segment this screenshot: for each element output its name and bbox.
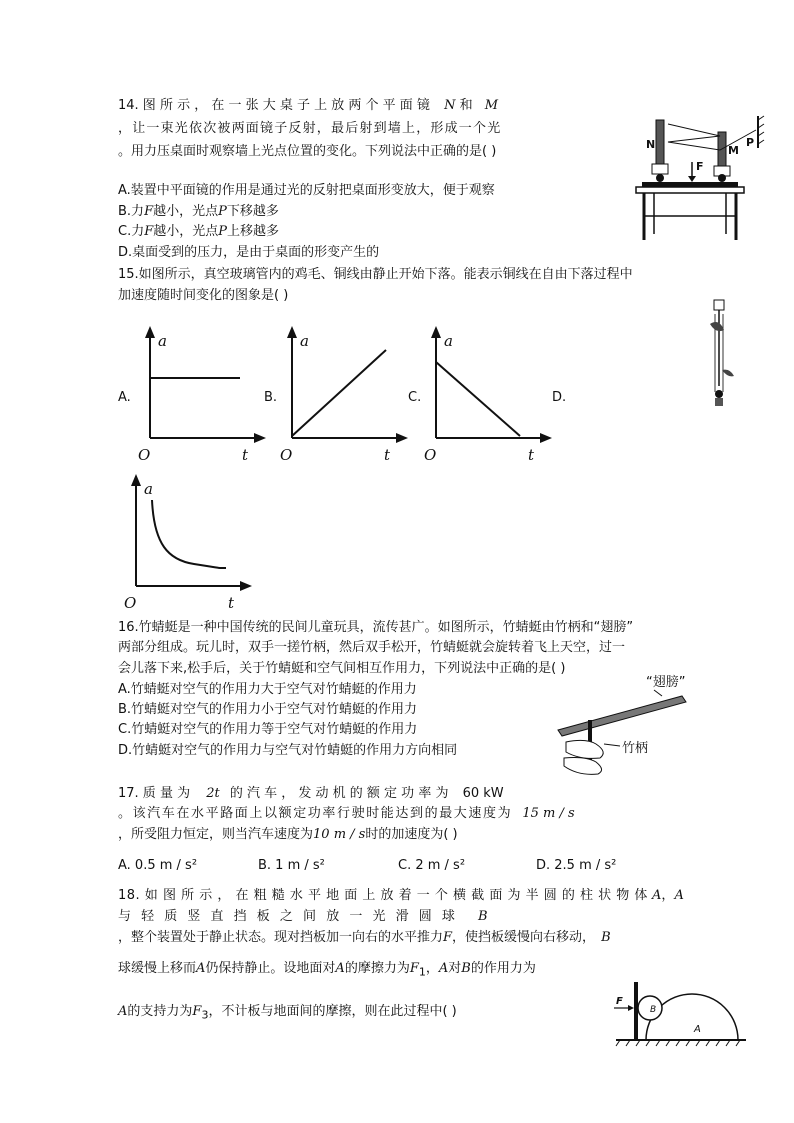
q15-graph-c-axis-a: a	[444, 332, 453, 350]
q15-line2: 加速度随时间变化的图象是( )	[118, 288, 289, 303]
q14-option-b-1: B.力	[118, 204, 145, 219]
q15-graph-c-axis-t: t	[528, 446, 535, 464]
q18-line4-a: 球缓慢上移而	[118, 961, 197, 976]
q15-graph-a[interactable]	[130, 326, 270, 466]
q15-graph-b-origin: O	[280, 446, 293, 464]
q18-figure	[610, 960, 750, 1050]
q14-option-b-2: 越小，光点	[153, 204, 219, 219]
q15-graph-b-axis-a: a	[300, 332, 309, 350]
q17-option-b[interactable]: B. 1 m / s²	[258, 858, 325, 873]
q18-fig-label-b: B	[650, 1005, 657, 1015]
q17-line2	[118, 806, 575, 822]
q15-graph-d-axis-a: a	[144, 480, 153, 498]
q15-graph-d-origin: O	[124, 594, 137, 612]
q14-figure	[628, 112, 768, 252]
q15-graph-b-curve	[292, 350, 386, 436]
q18-line5-a: 的支持力为	[127, 1004, 193, 1019]
q18-f3-sub: 3	[201, 1008, 209, 1022]
q18-line2	[118, 909, 488, 925]
q17-line2-a: 。该汽车在水平路面上以额定功率行驶时能达到的最大速度为	[118, 806, 513, 821]
q17-line3-b: 时的加速度为( )	[365, 827, 458, 842]
q18-line4-e: 对	[448, 961, 462, 976]
q15-graph-c-origin: O	[424, 446, 437, 464]
q15-option-b-label[interactable]: B.	[264, 390, 278, 405]
q16-option-b[interactable]: B.竹蜻蜓对空气的作用力小于空气对竹蜻蜓的作用力	[118, 702, 418, 717]
q18-line4-b: 仍保持静止。设地面对	[205, 961, 336, 976]
q14-option-a[interactable]: A.装置中平面镜的作用是通过光的反射把桌面形变放大，便于观察	[118, 183, 495, 198]
q18-f3: F	[192, 1004, 202, 1019]
q16-option-d[interactable]: D.竹蜻蜓对空气的作用力与空气对竹蜻蜓的作用力方向相同	[118, 743, 458, 758]
q18-line5-b: ，不计板与地面间的摩擦，则在此过程中( )	[208, 1004, 457, 1019]
q17-line3-a: ，所受阻力恒定，则当汽车速度为	[118, 827, 314, 842]
q15-graph-c-curve	[436, 362, 520, 436]
q16-bamboo-dragonfly-figure	[550, 672, 710, 782]
q14-var-n: N	[444, 98, 456, 113]
q15-graph-d[interactable]	[116, 474, 256, 614]
q15-graph-b-axis-t: t	[384, 446, 391, 464]
q18-line3-a: ，整个装置处于静止状态。现对挡板加一向右的水平推力	[118, 930, 444, 945]
q18-f1: F	[409, 961, 419, 976]
q18-a-3: A	[196, 961, 206, 976]
q14-option-b[interactable]	[118, 204, 279, 220]
q14-option-c-f: F	[144, 224, 154, 239]
q18-line1	[118, 888, 684, 904]
q14-fig-label-f: F	[696, 160, 704, 173]
q14-option-b-f: F	[144, 204, 154, 219]
q18-line3-b: ，使挡板缓慢向右移动，	[452, 930, 596, 945]
q15-vacuum-tube-figure	[700, 296, 740, 416]
q17-line3	[118, 827, 458, 843]
q15-graph-d-curve	[152, 500, 226, 568]
q15-option-a-label[interactable]: A.	[118, 390, 131, 405]
q15-graph-d-axis-t: t	[228, 594, 235, 612]
q17-option-d[interactable]: D. 2.5 m / s²	[536, 858, 617, 873]
q14-fig-label-m: M	[728, 144, 739, 157]
q18-a-5: A	[438, 961, 449, 976]
q14-and: 和	[459, 98, 473, 113]
q18-fig-label-f: F	[616, 996, 623, 1007]
q18-line5	[118, 1004, 457, 1024]
q16-fig-wing-label: “翅膀”	[646, 675, 686, 690]
q16-fig-handle-label: 竹柄	[622, 741, 649, 756]
q14-option-b-p: P	[218, 204, 227, 219]
q16-option-c[interactable]: C.竹蜻蜓对空气的作用力等于空气对竹蜻蜓的作用力	[118, 722, 418, 737]
q14-line2: ，让一束光依次被两面镜子反射，最后射到墙上，形成一个光	[118, 121, 502, 136]
q14-option-c[interactable]	[118, 224, 279, 240]
q16-line2: 两部分组成。玩儿时，双手一搓竹柄，然后双手松开，竹蜻蜓就会旋转着飞上天空，过一	[118, 640, 626, 655]
q18-comma: ，	[661, 888, 675, 903]
q15-option-c-label[interactable]: C.	[408, 390, 422, 405]
q17-line1	[118, 786, 504, 802]
q14-option-b-3: 下移越多	[226, 204, 279, 219]
q17-line1-b: 的 汽 车 ， 发 动 机 的 额 定 功 率 为	[229, 786, 449, 801]
q14-line1-text: 14. 图 所 示 ， 在 一 张 大 桌 子 上 放 两 个 平 面 镜	[118, 98, 430, 113]
q14-line1	[118, 98, 498, 114]
q18-a-1: A	[652, 888, 662, 903]
q14-option-d[interactable]: D.桌面受到的压力，是由于桌面的形变产生的	[118, 245, 380, 260]
q18-b-1: B	[478, 909, 488, 924]
q18-a-2: A	[674, 888, 684, 903]
q14-fig-label-p: P	[746, 136, 755, 149]
q18-line3	[118, 930, 611, 946]
q17-option-a[interactable]: A. 0.5 m / s²	[118, 858, 198, 873]
q16-line1: 16.竹蜻蜓是一种中国传统的民间儿童玩具，流传甚广。如图所示，竹蜻蜓由竹柄和“翅膀”	[118, 620, 634, 635]
q14-option-c-1: C.力	[118, 224, 145, 239]
q15-graph-c[interactable]	[416, 326, 556, 466]
q17-power: 60 kW	[462, 786, 504, 801]
q15-graph-a-axis-a: a	[158, 332, 167, 350]
q18-line4-c: 的摩擦力为	[344, 961, 410, 976]
q16-option-a[interactable]: A.竹蜻蜓对空气的作用力大于空气对竹蜻蜓的作用力	[118, 682, 417, 697]
q18-b-2: B	[601, 930, 611, 945]
q18-a-6: A	[118, 1004, 128, 1019]
q18-line4	[118, 961, 536, 981]
q17-velocity: 10 m / s	[313, 827, 366, 842]
q18-f1-sub: 1	[418, 965, 426, 979]
q18-f: F	[443, 930, 453, 945]
q14-fig-label-n: N	[646, 138, 656, 151]
q15-graph-a-origin: O	[138, 446, 151, 464]
q18-line1-text: 18. 如 图 所 示 ， 在 粗 糙 水 平 地 面 上 放 着 一 个 横 截 面 为 半 圆 的 柱 状 物 体	[118, 888, 648, 903]
q14-line3: 。用力压桌面时观察墙上光点位置的变化。下列说法中正确的是( )	[118, 144, 497, 159]
q18-b-3: B	[461, 961, 471, 976]
q15-line1: 15.如图所示，真空玻璃管内的鸡毛、铜线由静止开始下落。能表示铜线在自由下落过程中	[118, 267, 633, 282]
q16-line3: 会儿落下来,松手后，关于竹蜻蜓和空气间相互作用力，下列说法中正确的是( )	[118, 661, 566, 676]
q14-option-c-3: 上移越多	[227, 224, 280, 239]
q18-line4-d: ，	[425, 961, 439, 976]
q15-graph-a-axis-t: t	[242, 446, 249, 464]
q18-a-4: A	[335, 961, 345, 976]
q15-graph-b[interactable]	[272, 326, 412, 466]
q14-option-c-2: 越小，光点	[153, 224, 219, 239]
q18-line2-text: 与 轻 质 竖 直 挡 板 之 间 放 一 光 滑 圆 球	[118, 909, 458, 924]
q14-var-m: M	[484, 98, 499, 113]
q17-vmax: 15 m / s	[522, 806, 575, 821]
q17-option-c[interactable]: C. 2 m / s²	[398, 858, 466, 873]
q18-fig-label-a: A	[694, 1024, 701, 1035]
q18-line4-f: 的作用力为	[470, 961, 536, 976]
q17-mass: 2t	[206, 786, 220, 801]
q17-line1-a: 17. 质 量 为	[118, 786, 191, 801]
q14-option-c-p: P	[218, 224, 228, 239]
q15-option-d-label[interactable]: D.	[552, 390, 567, 405]
